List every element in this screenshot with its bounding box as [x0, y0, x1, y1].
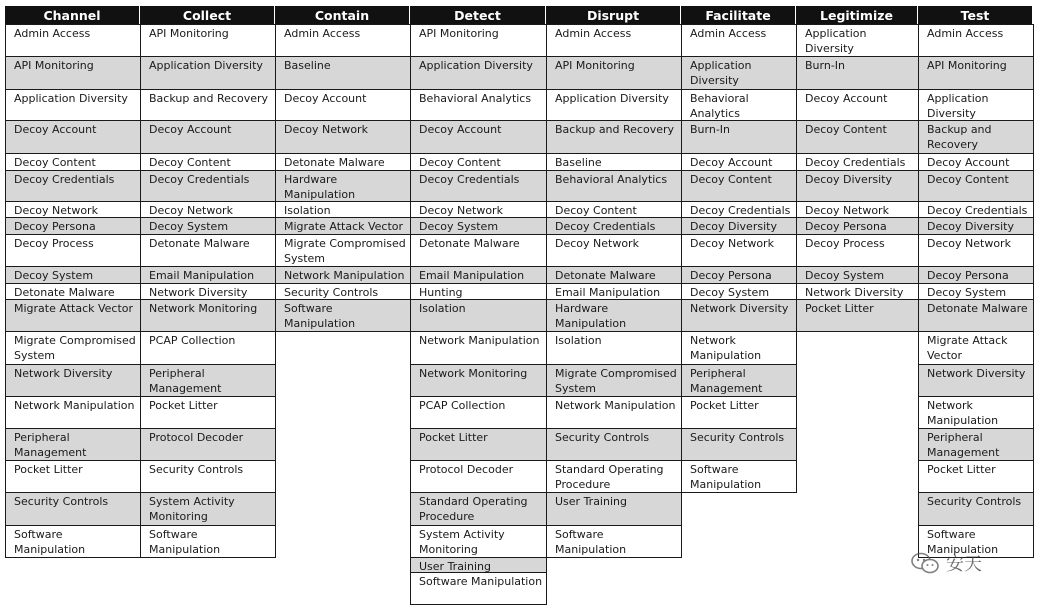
table-cell: Network Monitoring: [410, 364, 547, 397]
table-cell: Network Diversity: [140, 283, 276, 300]
table-cell: Detonate Malware: [275, 153, 411, 171]
table-cell: Detonate Malware: [918, 299, 1034, 332]
table-cell: Hunting: [410, 283, 547, 300]
table-cell: System Activity Monitoring: [140, 492, 276, 526]
table-cell: API Monitoring: [140, 24, 276, 57]
table-cell: Migrate Attack Vector: [5, 299, 141, 332]
table-cell: Application Diversity: [546, 89, 682, 121]
table-cell: Decoy Credentials: [410, 170, 547, 202]
table-cell: Network Manipulation: [275, 266, 411, 284]
table-cell: Decoy Content: [410, 153, 547, 171]
table-cell: Decoy Credentials: [918, 201, 1034, 218]
column-header-collect: Collect: [140, 6, 275, 24]
table-cell: Decoy Content: [140, 153, 276, 171]
watermark: [910, 547, 1010, 579]
table-cell: Software Manipulation: [410, 572, 547, 605]
table-cell: Decoy Network: [410, 201, 547, 218]
table-cell: API Monitoring: [410, 24, 547, 57]
table-cell: Software Manipulation: [546, 525, 682, 558]
table-cell: User Training: [410, 557, 547, 573]
table-cell: Pocket Litter: [796, 299, 919, 332]
column-header-channel: Channel: [5, 6, 140, 24]
table-cell: Decoy Account: [918, 153, 1034, 171]
table-cell: Decoy Process: [5, 234, 141, 267]
table-cell: Backup and Recovery: [918, 120, 1034, 154]
table-cell: Standard Operating Procedure: [410, 492, 547, 526]
table-cell: System Activity Monitoring: [410, 525, 547, 558]
table-cell: Decoy Network: [918, 234, 1034, 267]
table-cell: Peripheral Management: [681, 364, 797, 397]
table-cell: Decoy Content: [681, 170, 797, 202]
table-cell: Migrate Compromised System: [546, 364, 682, 397]
table-cell: Decoy Content: [796, 120, 919, 154]
table-cell: Hardware Manipulation: [275, 170, 411, 202]
table-cell: Detonate Malware: [5, 283, 141, 300]
table-cell: Admin Access: [546, 24, 682, 57]
table-cell: Peripheral Management: [140, 364, 276, 397]
table-cell: Decoy Account: [5, 120, 141, 154]
table-cell: Application Diversity: [410, 56, 547, 90]
table-cell: Decoy Account: [275, 89, 411, 121]
table-cell: Network Diversity: [796, 283, 919, 300]
table-cell: Decoy System: [410, 217, 547, 235]
table-cell: Application Diversity: [918, 89, 1034, 121]
table-cell: Decoy System: [918, 283, 1034, 300]
table-cell: Pocket Litter: [410, 428, 547, 461]
table-cell: Decoy Credentials: [681, 201, 797, 218]
column-header-detect: Detect: [410, 6, 546, 24]
table-cell: Decoy Account: [410, 120, 547, 154]
column-header-disrupt: Disrupt: [546, 6, 681, 24]
table-cell: Decoy Network: [681, 234, 797, 267]
table-cell: Decoy Account: [140, 120, 276, 154]
table-cell: Decoy Diversity: [681, 217, 797, 235]
table-cell: Network Monitoring: [140, 299, 276, 332]
column-header-contain: Contain: [275, 6, 410, 24]
table-cell: Baseline: [546, 153, 682, 171]
table-cell: Decoy Diversity: [918, 217, 1034, 235]
table-cell: Network Manipulation: [918, 396, 1034, 429]
table-cell: Network Manipulation: [410, 331, 547, 365]
table-cell: Admin Access: [918, 24, 1034, 57]
wechat-icon: [910, 551, 940, 575]
table-cell: Decoy System: [796, 266, 919, 284]
table-cell: Migrate Attack Vector: [918, 331, 1034, 365]
table-cell: Isolation: [275, 201, 411, 218]
table-cell: Decoy Network: [5, 201, 141, 218]
table-cell: Pocket Litter: [681, 396, 797, 429]
table-cell: Decoy System: [5, 266, 141, 284]
table-cell: Network Manipulation: [681, 331, 797, 365]
column-header-legitimize: Legitimize: [796, 6, 918, 24]
table-cell: Migrate Compromised System: [275, 234, 411, 267]
table-cell: Application Diversity: [796, 24, 919, 57]
table-cell: Application Diversity: [681, 56, 797, 90]
table-cell: Decoy Network: [796, 201, 919, 218]
table-cell: Protocol Decoder: [410, 460, 547, 493]
table-cell: Decoy Account: [681, 153, 797, 171]
table-cell: Application Diversity: [140, 56, 276, 90]
table-cell: Baseline: [275, 56, 411, 90]
table-cell: PCAP Collection: [410, 396, 547, 429]
table-cell: Peripheral Management: [918, 428, 1034, 461]
table-cell: Migrate Compromised System: [5, 331, 141, 365]
table-cell: Decoy Credentials: [546, 217, 682, 235]
table-cell: Admin Access: [5, 24, 141, 57]
table-cell: Decoy Persona: [918, 266, 1034, 284]
table-cell: Backup and Recovery: [546, 120, 682, 154]
table-cell: Security Controls: [5, 492, 141, 526]
table-cell: Hardware Manipulation: [546, 299, 682, 332]
table-cell: Decoy Network: [140, 201, 276, 218]
table-cell: Behavioral Analytics: [681, 89, 797, 121]
table-cell: Decoy Account: [796, 89, 919, 121]
table-cell: Behavioral Analytics: [410, 89, 547, 121]
table-cell: Network Diversity: [681, 299, 797, 332]
table-cell: Network Manipulation: [546, 396, 682, 429]
table-cell: Pocket Litter: [918, 460, 1034, 493]
table-cell: Security Controls: [681, 428, 797, 461]
table-cell: Burn-In: [796, 56, 919, 90]
table-cell: Decoy Persona: [5, 217, 141, 235]
table-cell: Decoy Content: [546, 201, 682, 218]
table-cell: Decoy Credentials: [140, 170, 276, 202]
table-cell: Isolation: [410, 299, 547, 332]
table-cell: Detonate Malware: [410, 234, 547, 267]
table-cell: Security Controls: [918, 492, 1034, 526]
table-cell: Backup and Recovery: [140, 89, 276, 121]
table-cell: Decoy System: [681, 283, 797, 300]
table-cell: Decoy Persona: [796, 217, 919, 235]
table-cell: Email Manipulation: [546, 283, 682, 300]
table-cell: Decoy Network: [275, 120, 411, 154]
table-cell: Network Diversity: [5, 364, 141, 397]
table-cell: PCAP Collection: [140, 331, 276, 365]
table-cell: API Monitoring: [546, 56, 682, 90]
table-cell: Network Diversity: [918, 364, 1034, 397]
table-cell: Security Controls: [275, 283, 411, 300]
table-cell: API Monitoring: [918, 56, 1034, 90]
table-cell: Network Manipulation: [5, 396, 141, 429]
table-cell: Decoy Content: [5, 153, 141, 171]
watermark-text: 安天: [946, 554, 982, 575]
table-cell: Migrate Attack Vector: [275, 217, 411, 235]
table-cell: Peripheral Management: [5, 428, 141, 461]
table-cell: Application Diversity: [5, 89, 141, 121]
table-cell: Decoy Diversity: [796, 170, 919, 202]
table-cell: Pocket Litter: [140, 396, 276, 429]
table-cell: Software Manipulation: [140, 525, 276, 558]
table-cell: Protocol Decoder: [140, 428, 276, 461]
table-cell: Decoy Content: [918, 170, 1034, 202]
table-cell: Detonate Malware: [140, 234, 276, 267]
table-cell: Admin Access: [275, 24, 411, 57]
table-cell: Standard Operating Procedure: [546, 460, 682, 493]
column-header-test: Test: [918, 6, 1033, 24]
table-cell: Security Controls: [140, 460, 276, 493]
table-cell: Burn-In: [681, 120, 797, 154]
table-cell: User Training: [546, 492, 682, 526]
table-cell: Admin Access: [681, 24, 797, 57]
table-cell: API Monitoring: [5, 56, 141, 90]
table-cell: Software Manipulation: [275, 299, 411, 332]
table-cell: Detonate Malware: [546, 266, 682, 284]
column-header-facilitate: Facilitate: [681, 6, 796, 24]
table-cell: Pocket Litter: [5, 460, 141, 493]
table-cell: Security Controls: [546, 428, 682, 461]
table-cell: Email Manipulation: [410, 266, 547, 284]
table-cell: Behavioral Analytics: [546, 170, 682, 202]
table-cell: Email Manipulation: [140, 266, 276, 284]
table-cell: Isolation: [546, 331, 682, 365]
table-cell: Decoy Network: [546, 234, 682, 267]
table-cell: Software Manipulation: [918, 525, 1034, 558]
table-cell: Decoy Credentials: [796, 153, 919, 171]
table-cell: Decoy Persona: [681, 266, 797, 284]
capability-table: [5, 6, 1033, 604]
table-cell: Software Manipulation: [5, 525, 141, 558]
table-cell: Decoy Process: [796, 234, 919, 267]
table-cell: Decoy System: [140, 217, 276, 235]
table-cell: Decoy Credentials: [5, 170, 141, 202]
table-cell: Software Manipulation: [681, 460, 797, 493]
